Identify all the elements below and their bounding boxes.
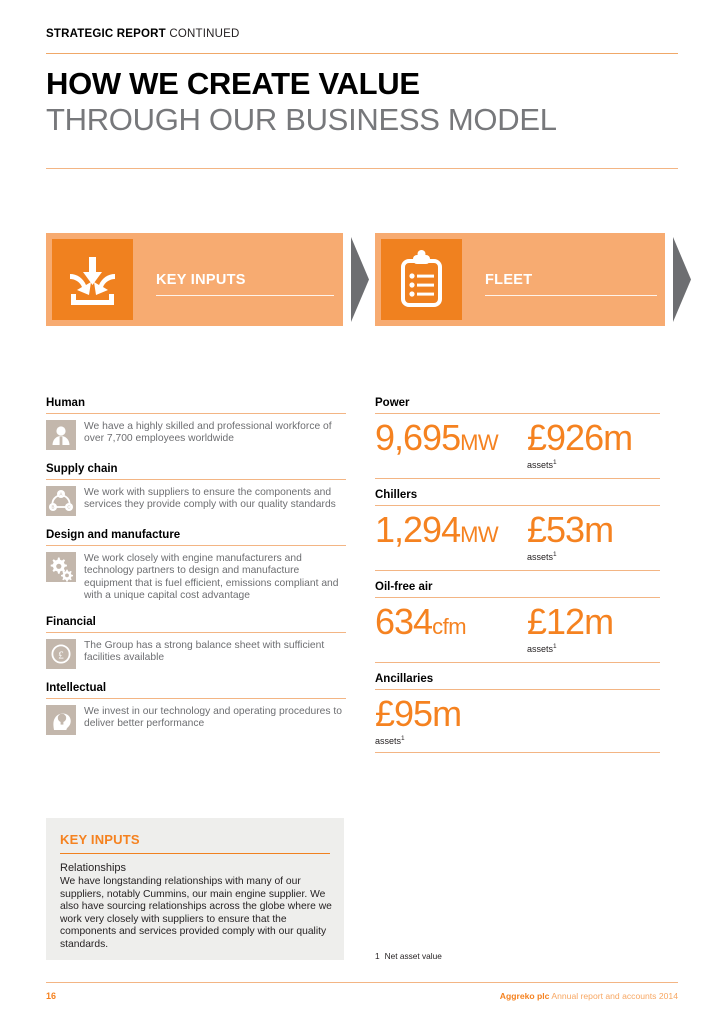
footer-credit (500, 991, 678, 1001)
metric-heading: Chillers (375, 489, 418, 501)
footnote-text: Net asset value (384, 951, 442, 961)
key-input-divider (46, 545, 346, 546)
banner-key-inputs-label: KEY INPUTS (156, 272, 246, 288)
key-input-heading: Supply chain (46, 463, 118, 475)
key-input-text: We invest in our technology and operating procedures to deliver better performance (84, 705, 342, 730)
svg-text:£: £ (58, 649, 64, 662)
page-title-primary: HOW WE CREATE VALUE (46, 66, 420, 101)
svg-text:A: A (59, 491, 63, 497)
metric-assets-label: assets$^1$ (375, 735, 405, 746)
metric-heading: Oil-free air (375, 581, 433, 593)
title-divider (46, 168, 678, 169)
metric-capacity: 1,294MW (375, 509, 499, 550)
metric-assets-label: assets$^1$ (527, 459, 557, 470)
metric-bottom-divider (375, 662, 660, 663)
breadcrumb-section: STRATEGIC REPORT (46, 28, 166, 40)
footer-divider (46, 982, 678, 983)
key-input-heading: Intellectual (46, 681, 107, 694)
metric-capacity: 634cfm (375, 601, 467, 642)
metric-assets-value: £53m (527, 509, 614, 550)
page-title (46, 66, 686, 138)
fleet-metrics-list (375, 396, 660, 762)
key-inputs-list (46, 396, 346, 747)
metric-block (375, 672, 660, 753)
clipboard-checklist-icon (381, 239, 462, 320)
metric-assets-value: £12m (527, 601, 614, 642)
list-item (46, 528, 346, 603)
banner-fleet (375, 233, 665, 326)
inputs-tray-icon (52, 239, 133, 320)
footer-brand: Aggreko plc (499, 991, 550, 1001)
banner-key-inputs-underline (156, 295, 334, 296)
metric-assets-label: assets$^1$ (527, 551, 557, 562)
chevron-right-icon-2 (671, 233, 693, 326)
metric-bottom-divider (375, 478, 660, 479)
chevron-right-icon-1 (349, 233, 371, 326)
metric-heading: Power (375, 397, 410, 409)
key-input-text: The Group has a strong balance sheet with sufficient facilities available (84, 639, 325, 664)
person-icon (46, 420, 76, 450)
key-input-divider (46, 413, 346, 414)
list-item (46, 462, 346, 516)
metric-capacity: 9,695MW (375, 417, 499, 458)
page-number: 16 (46, 991, 57, 1001)
callout-title: KEY INPUTS (60, 832, 140, 847)
head-idea-icon (46, 705, 76, 735)
breadcrumb (46, 28, 240, 40)
metric-bottom-divider (375, 570, 660, 571)
callout-body: We have longstanding relationships with many of our suppliers, notably Cummins, our main engine supplier. We also have sourcing relationships across the globe where we work very closely with suppliers to ensure that the components and services provided comply with our quality standards. (60, 876, 332, 950)
metric-block (375, 488, 660, 571)
key-input-heading: Design and manufacture (46, 529, 181, 541)
footer-publication: Annual report and accounts 2014 (551, 991, 678, 1001)
svg-text:B: B (51, 504, 55, 510)
gears-icon (46, 552, 76, 582)
metric-block (375, 396, 660, 479)
metric-assets-value: £926m (527, 417, 633, 458)
callout-divider (60, 853, 330, 854)
banner-key-inputs (46, 233, 343, 326)
metric-assets-label: assets$^1$ (527, 643, 557, 654)
footnote-marker: 1 (375, 951, 380, 961)
pound-coin-icon (46, 639, 76, 669)
page-title-secondary: THROUGH OUR BUSINESS MODEL (46, 102, 557, 137)
breadcrumb-continued: CONTINUED (169, 28, 240, 40)
list-item (46, 681, 346, 735)
callout-subheading: Relationships (60, 862, 127, 874)
key-input-text: We have a highly skilled and professional workforce of over 7,700 employees worldwide (84, 421, 332, 445)
metric-block (375, 580, 660, 663)
key-input-text: We work closely with engine manufacturers and technology partners to design and manufacture equipment that is fuel efficient, emissions compliant and with a unique capital cost advantage (84, 553, 339, 602)
list-item (46, 396, 346, 450)
key-input-text: We work with suppliers to ensure the components and services they provide comply with our quality standards (84, 487, 336, 511)
metric-assets-value: £95m (375, 693, 462, 734)
metric-heading: Ancillaries (375, 673, 434, 685)
banner-fleet-label: FLEET (485, 272, 533, 288)
svg-text:C: C (67, 504, 71, 510)
footnote (375, 951, 442, 961)
key-input-heading: Financial (46, 615, 96, 628)
key-input-divider (46, 698, 346, 699)
key-input-heading: Human (46, 397, 85, 409)
network-nodes-icon (46, 486, 76, 516)
banner-fleet-underline (485, 295, 657, 296)
key-input-divider (46, 479, 346, 480)
header-divider (46, 53, 678, 54)
key-input-divider (46, 632, 346, 633)
key-inputs-callout (46, 818, 344, 960)
metric-bottom-divider (375, 752, 660, 753)
list-item (46, 615, 346, 669)
